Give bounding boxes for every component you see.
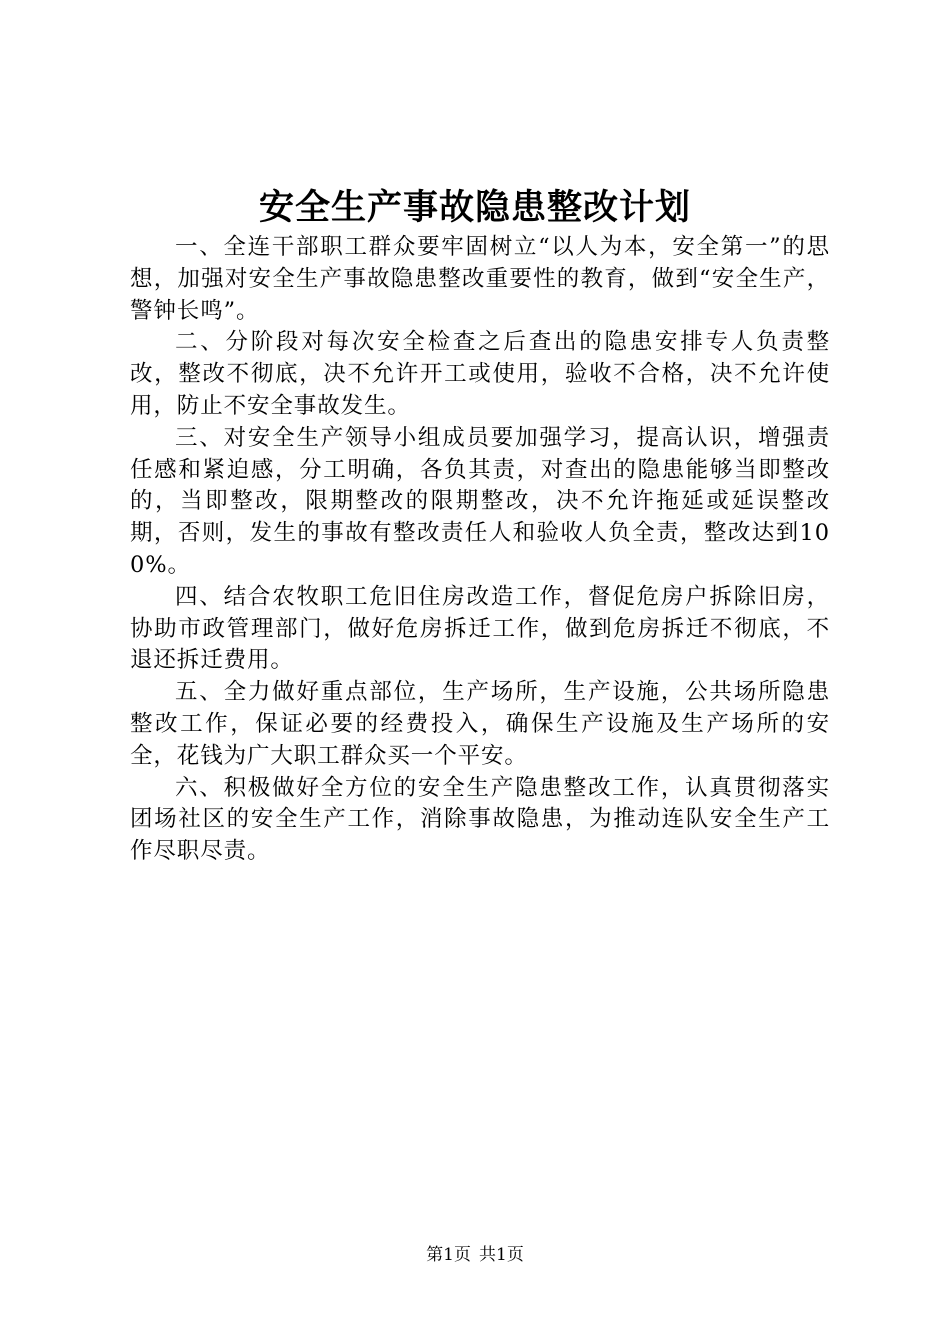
paragraph-4: 四、结合农牧职工危旧住房改造工作，督促危房户拆除旧房，协助市政管理部门，做好危房拆迁工作，做到危房拆迁不彻底，不退还拆迁费用。: [130, 583, 830, 674]
document-title: 安全生产事故隐患整改计划: [258, 187, 691, 228]
page-number: 第1页: [426, 1245, 471, 1265]
paragraph-6: 六、积极做好全方位的安全生产隐患整改工作，认真贯彻落实团场社区的安全生产工作，消除事故隐患，为推动连队安全生产工作尽职尽责。: [130, 774, 830, 865]
document-body: [130, 232, 830, 868]
page-total: 共1页: [479, 1245, 524, 1265]
paragraph-3: 三、对安全生产领导小组成员要加强学习，提高认识，增强责任感和紧迫感，分工明确，各负其责，对查出的隐患能够当即整改的，当即整改，限期整改的限期整改，决不允许拖延或延误整改期，否则，发生的事故有整改责任人和验收人负全责，整改达到100%。: [130, 424, 830, 578]
paragraph-1: 一、全连干部职工群众要牢固树立“以人为本，安全第一”的思想，加强对安全生产事故隐患整改重要性的教育，做到“安全生产，警钟长鸣”。: [130, 234, 830, 324]
page-footer: [0, 1244, 950, 1266]
paragraph-5: 五、全力做好重点部位，生产场所，生产设施，公共场所隐患整改工作，保证必要的经费投入，确保生产设施及生产场所的安全，花钱为广大职工群众买一个平安。: [130, 679, 830, 769]
paragraph-2: 二、分阶段对每次安全检查之后查出的隐患安排专人负责整改，整改不彻底，决不允许开工或使用，验收不合格，决不允许使用，防止不安全事故发生。: [130, 329, 830, 419]
